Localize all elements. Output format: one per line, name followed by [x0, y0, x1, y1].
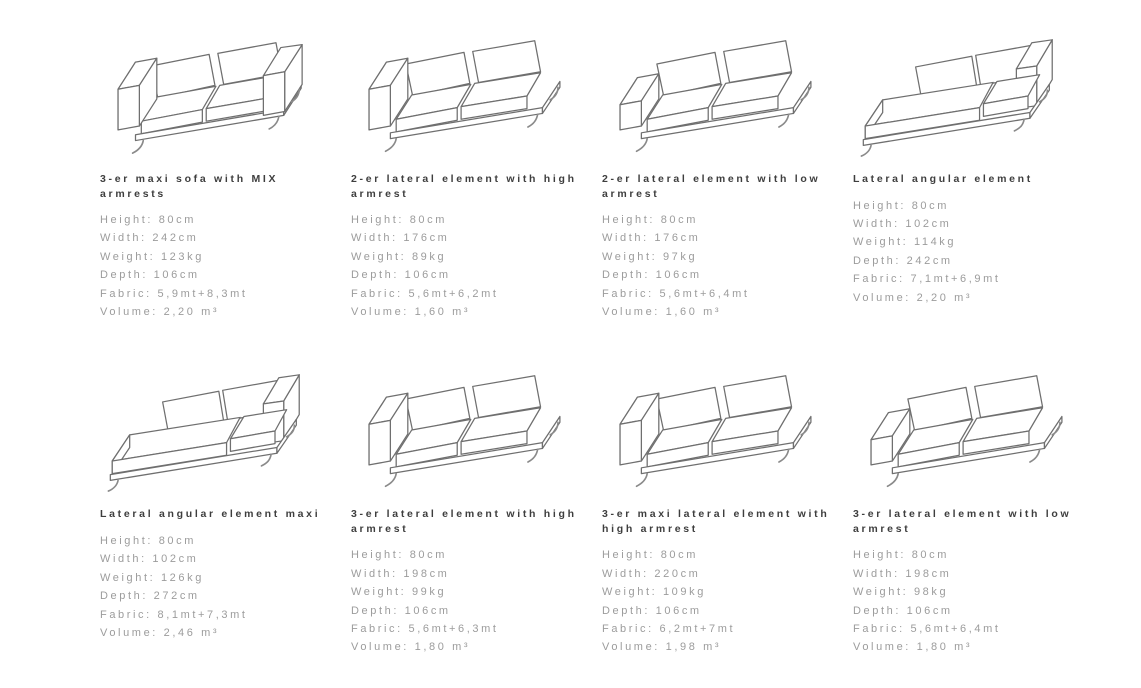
spec-line: Depth: 272cm: [100, 590, 200, 603]
spec-line: Volume: 1,80 m³: [351, 641, 471, 654]
sofa-illustration: [853, 28, 1083, 158]
spec-line: Fabric: 5,9mt+8,3mt: [100, 287, 248, 300]
product-title: 3-er maxi sofa with MIX armrests: [100, 173, 279, 200]
spec-line: Volume: 1,98 m³: [602, 641, 722, 654]
product-title: Lateral angular element: [853, 173, 1033, 185]
product-title: Lateral angular element maxi: [100, 508, 321, 521]
spec-line: Depth: 242cm: [853, 254, 953, 267]
spec-line: Width: 198cm: [853, 567, 952, 580]
spec-line: Width: 242cm: [100, 232, 199, 245]
spec-line: Fabric: 5,6mt+6,2mt: [351, 287, 499, 300]
spec-line: Volume: 2,46 m³: [100, 626, 220, 639]
sofa-left-high-armrest-icon: [351, 369, 577, 493]
spec-line: Height: 80cm: [602, 214, 699, 226]
spec-line: Weight: 89kg: [351, 250, 447, 263]
spec-line: Width: 102cm: [853, 217, 952, 230]
sofa-chaise-right-armrest-icon: [853, 34, 1079, 158]
spec-line: Weight: 98kg: [853, 586, 949, 599]
product-specs: [100, 532, 330, 642]
spec-line: Depth: 106cm: [351, 604, 451, 617]
product-title: 3-er lateral element with high armrest: [351, 508, 577, 535]
sofa-illustration: [100, 363, 330, 493]
sofa-both-armrests-icon: [100, 34, 326, 158]
product-card: [853, 28, 1083, 321]
sofa-left-low-armrest-icon: [853, 369, 1079, 493]
spec-line: Height: 80cm: [351, 214, 448, 226]
product-specs: [100, 211, 330, 321]
spec-line: Depth: 106cm: [100, 269, 200, 282]
product-specs: [853, 197, 1083, 307]
spec-line: Width: 176cm: [602, 232, 701, 245]
product-card: [351, 363, 581, 656]
product-card: [100, 28, 330, 321]
product-card: [100, 363, 330, 656]
spec-line: Height: 80cm: [100, 214, 197, 226]
spec-line: Weight: 99kg: [351, 586, 447, 599]
spec-line: Height: 80cm: [100, 534, 197, 547]
spec-line: Depth: 106cm: [853, 604, 953, 617]
product-specs: [853, 546, 1083, 656]
product-card: [602, 363, 832, 656]
sofa-chaise-right-armrest-icon: [100, 369, 326, 493]
spec-line: Weight: 109kg: [602, 586, 706, 599]
spec-line: Volume: 1,80 m³: [853, 641, 973, 654]
sofa-illustration: [100, 28, 330, 158]
spec-line: Width: 198cm: [351, 567, 450, 580]
spec-line: Volume: 1,60 m³: [351, 306, 471, 319]
sofa-left-high-armrest-icon: [351, 34, 577, 158]
spec-line: Height: 80cm: [602, 549, 699, 562]
spec-line: Width: 176cm: [351, 232, 450, 245]
product-title: 3-er lateral element with low armrest: [853, 508, 1072, 535]
sofa-left-high-armrest-icon: [602, 369, 828, 493]
product-card: [351, 28, 581, 321]
spec-line: Fabric: 5,6mt+6,4mt: [602, 287, 750, 300]
spec-line: Fabric: 5,6mt+6,4mt: [853, 623, 1001, 636]
product-card: [602, 28, 832, 321]
spec-line: Fabric: 5,6mt+6,3mt: [351, 623, 499, 636]
spec-line: Volume: 2,20 m³: [853, 291, 973, 304]
product-card: [853, 363, 1083, 656]
spec-line: Volume: 1,60 m³: [602, 306, 722, 319]
spec-line: Width: 102cm: [100, 553, 199, 566]
spec-line: Fabric: 7,1mt+6,9mt: [853, 273, 1001, 286]
product-title: 2-er lateral element with low armrest: [602, 173, 821, 200]
spec-line: Fabric: 8,1mt+7,3mt: [100, 608, 248, 621]
sofa-illustration: [602, 363, 832, 493]
spec-line: Weight: 97kg: [602, 250, 698, 263]
product-specs: [602, 211, 832, 321]
spec-line: Weight: 123kg: [100, 250, 204, 263]
spec-line: Width: 220cm: [602, 567, 701, 580]
spec-line: Depth: 106cm: [602, 604, 702, 617]
spec-line: Volume: 2,20 m³: [100, 306, 220, 319]
spec-line: Weight: 126kg: [100, 571, 204, 584]
sofa-left-low-armrest-icon: [602, 34, 828, 158]
spec-line: Height: 80cm: [853, 199, 950, 212]
spec-line: Depth: 106cm: [351, 269, 451, 282]
spec-line: Fabric: 6,2mt+7mt: [602, 623, 736, 636]
product-title: 3-er maxi lateral element with high armrest: [602, 508, 830, 535]
sofa-illustration: [351, 363, 581, 493]
product-specs: [602, 546, 832, 656]
product-specs: [351, 546, 581, 656]
product-specs: [351, 211, 581, 321]
spec-line: Height: 80cm: [351, 549, 448, 562]
spec-line: Depth: 106cm: [602, 269, 702, 282]
spec-line: Height: 80cm: [853, 549, 950, 562]
sofa-illustration: [853, 363, 1083, 493]
product-title: 2-er lateral element with high armrest: [351, 173, 577, 200]
sofa-illustration: [602, 28, 832, 158]
spec-line: Weight: 114kg: [853, 236, 957, 249]
sofa-illustration: [351, 28, 581, 158]
